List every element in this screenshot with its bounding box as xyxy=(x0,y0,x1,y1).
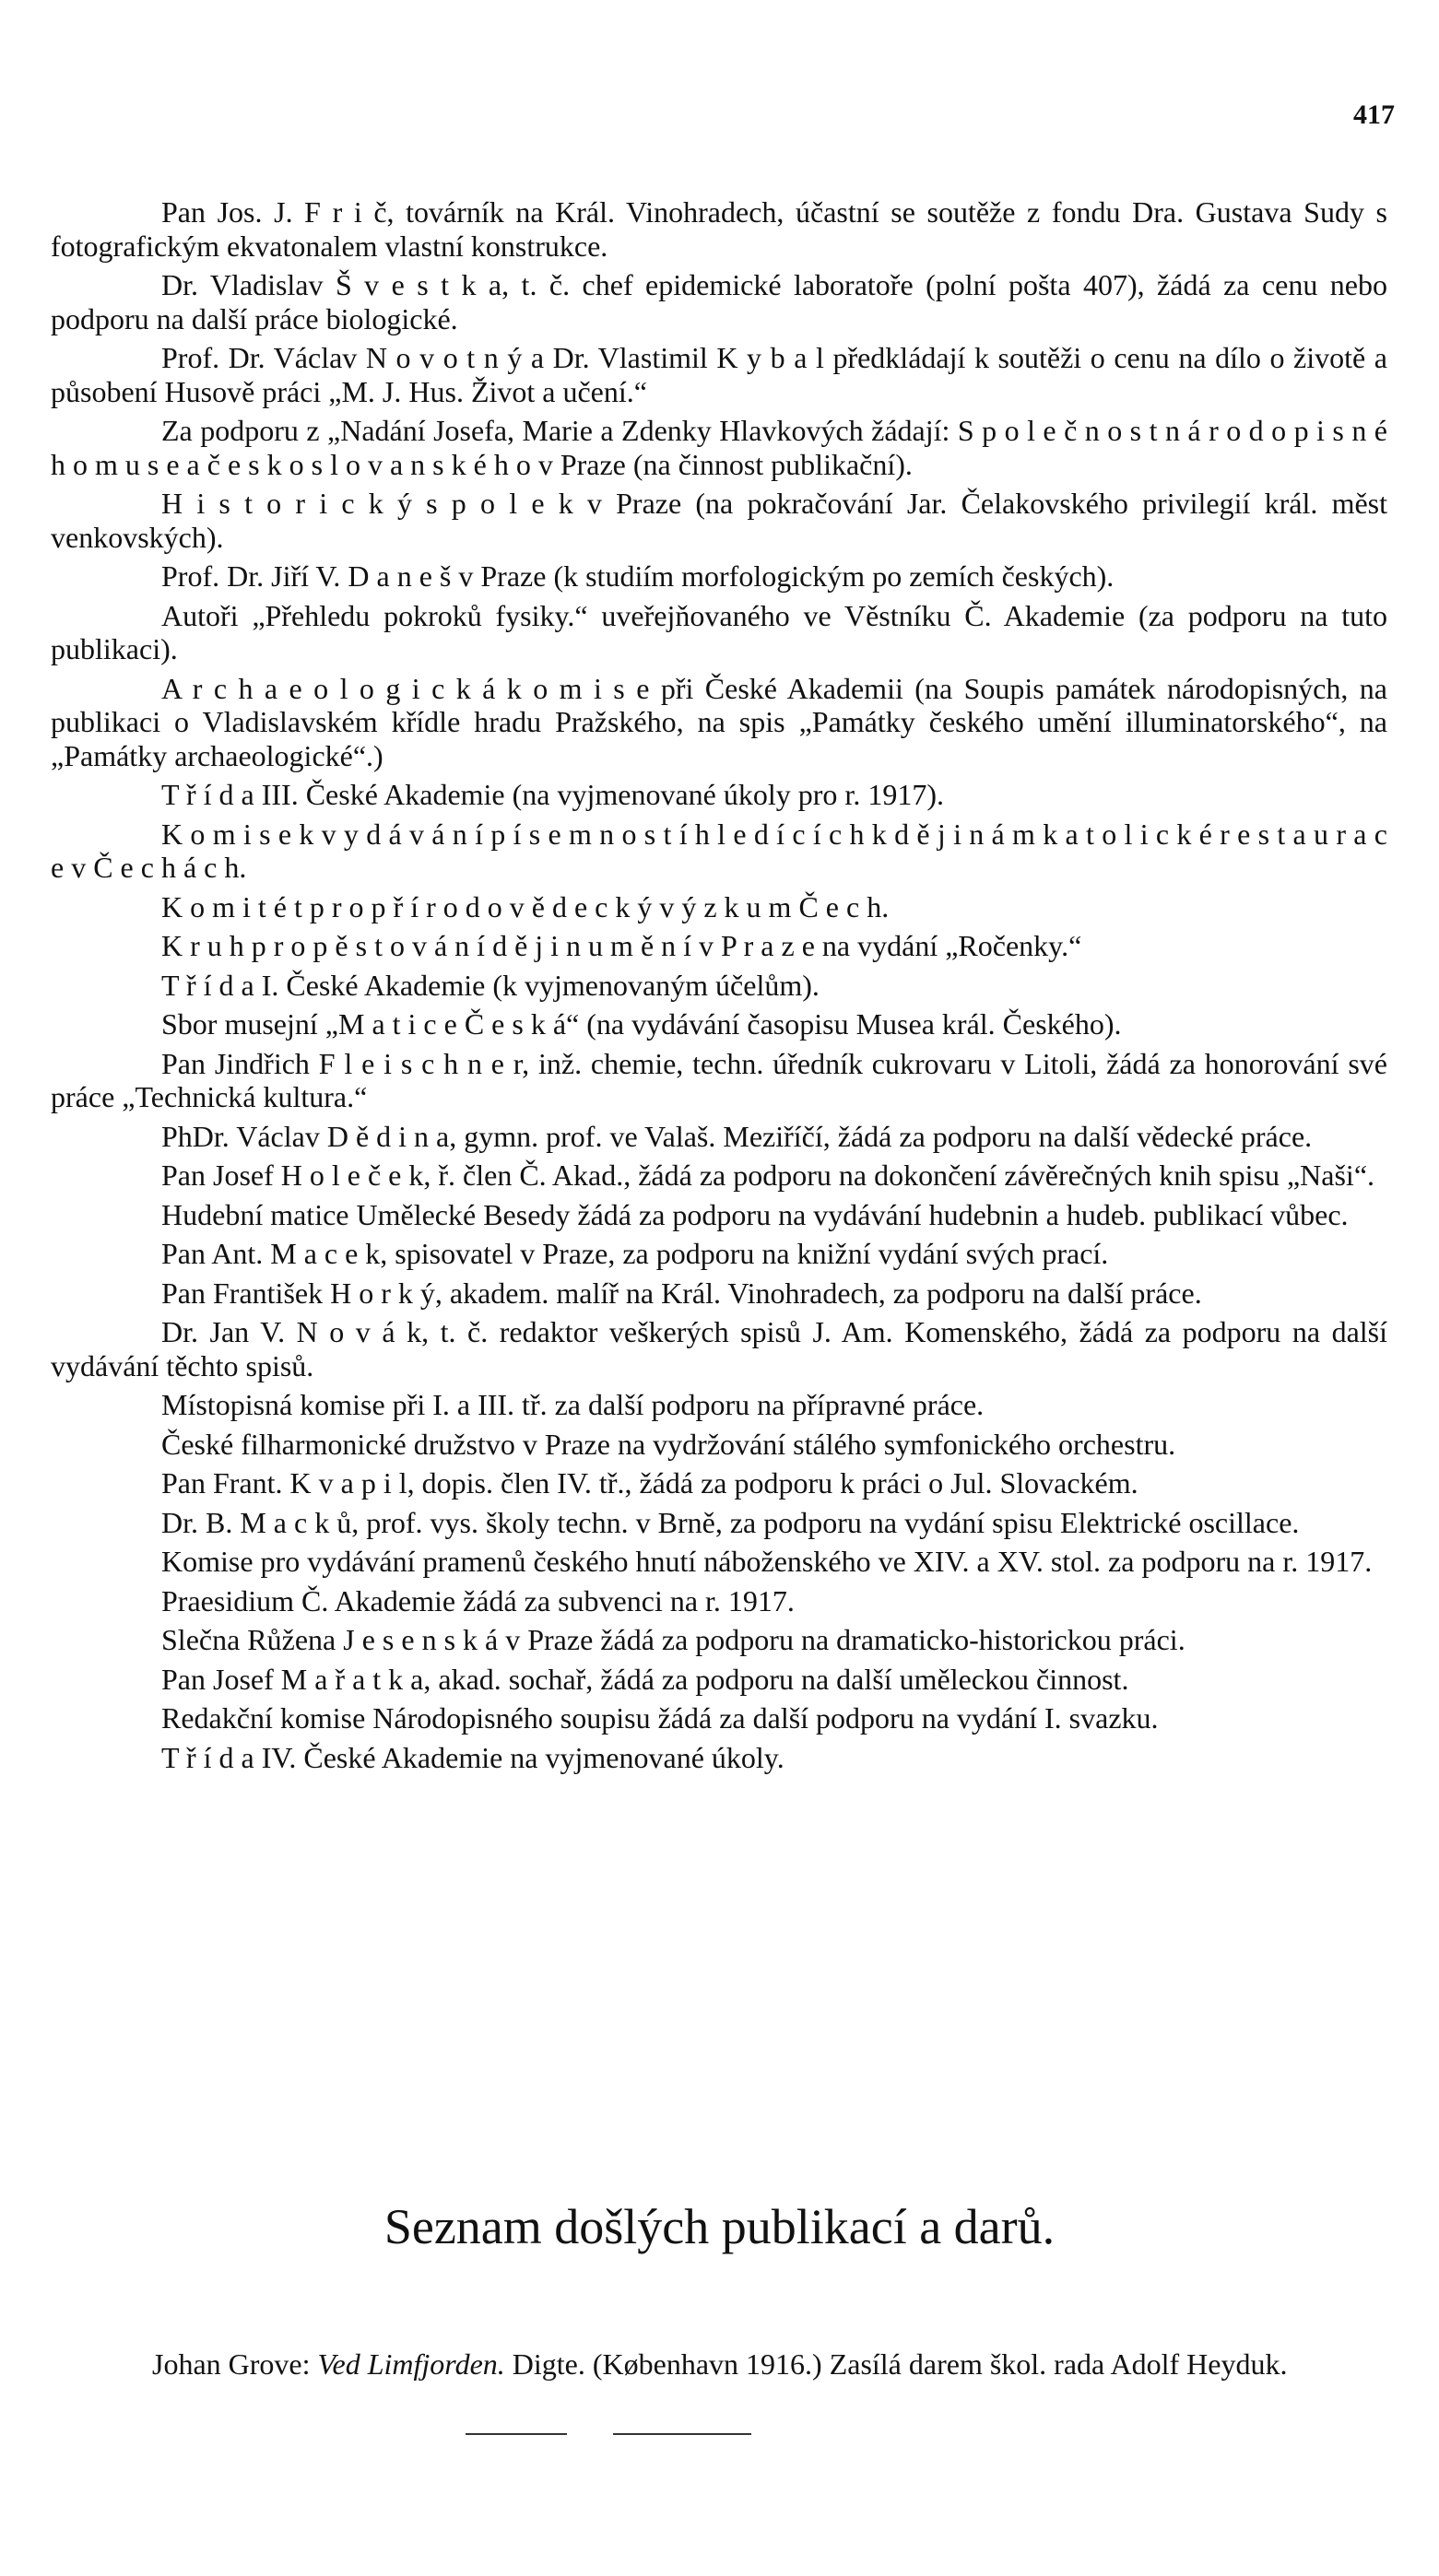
publication-title: Ved Limfjorden. xyxy=(317,2347,505,2381)
list-item: Dr. Jan V. N o v á k, t. č. redaktor veškerých spisů J. Am. Komenského, žádá za podporu na další vydávání těchto spisů. xyxy=(51,1315,1387,1382)
list-item: T ř í d a IV. České Akademie na vyjmenované úkoly. xyxy=(161,1740,784,1774)
list-item: K o m i t é t p r o p ř í r o d o v ě d e c k ý v ý z k u m Č e c h. xyxy=(161,889,890,923)
publication-details: Digte. (København 1916.) Zasílá darem škol. rada Adolf Heyduk. xyxy=(512,2347,1288,2381)
publication-entry xyxy=(51,2347,1387,2382)
list-item: Pan František H o r k ý, akadem. malíř na Král. Vinohradech, za podporu na další práce. xyxy=(161,1276,1202,1310)
list-item: Autoři „Přehledu pokroků fysiky.“ uveřejňovaného ve Věstníku Č. Akademie (za podporu na tuto publikaci). xyxy=(51,598,1387,665)
list-item: České filharmonické družstvo v Praze na vydržování stálého symfonického orchestru. xyxy=(161,1427,1176,1461)
list-item: T ř í d a I. České Akademie (k vyjmenovaným účelům). xyxy=(161,968,820,1002)
list-item: Pan Josef H o l e č e k, ř. člen Č. Akad., žádá za podporu na dokončení závěrečných knih spisu „Naši“. xyxy=(161,1159,1375,1192)
list-item: Dr. Vladislav Š v e s t k a, t. č. chef epidemické laboratoře (polní pošta 407), žádá za cenu nebo podporu na další práce biologické. xyxy=(51,268,1387,335)
list-item: Prof. Dr. Jiří V. D a n e š v Praze (k studiím morfologickým po zemích českých). xyxy=(161,559,1115,593)
list-item: Prof. Dr. Václav N o v o t n ý a Dr. Vlastimil K y b a l předkládají k soutěži o cenu na dílo o životě a působení Husově práci „M. J. Hus. Život a učení.“ xyxy=(51,341,1387,408)
list-item: Komise pro vydávání pramenů českého hnutí náboženského ve XIV. a XV. stol. za podporu na r. 1917. xyxy=(161,1545,1373,1578)
page-number: 417 xyxy=(1353,100,1395,130)
list-item: Redakční komise Národopisného soupisu žádá za další podporu na vydání I. svazku. xyxy=(161,1701,1159,1735)
footer-divider xyxy=(613,2433,751,2435)
request-list xyxy=(51,195,1387,1780)
list-item: Za podporu z „Nadání Josefa, Marie a Zdenky Hlavkových žádají: S p o l e č n o s t n á r o d o p i s n é h o m u s e a č e s k o s l o v a n s k é h o v Praze (na činnost publikační). xyxy=(51,414,1387,481)
footer-divider xyxy=(466,2433,567,2435)
list-item: T ř í d a III. České Akademie (na vyjmenované úkoly pro r. 1917). xyxy=(161,778,944,811)
section-heading: Seznam došlých publikací a darů. xyxy=(383,2199,1056,2254)
list-item: Pan Josef M a ř a t k a, akad. sochař, žádá za podporu na další uměleckou činnost. xyxy=(161,1662,1129,1696)
list-item: PhDr. Václav D ě d i n a, gymn. prof. ve Valaš. Meziříčí, žádá za podporu na další vědecké práce. xyxy=(161,1119,1313,1153)
list-item: A r c h a e o l o g i c k á k o m i s e při České Akademii (na Soupis památek národopisných, na publikaci o Vladislavském křídle hradu Pražského, na spis „Památky českého umění illuminatorského“, na „Památky archaeologické“.) xyxy=(51,671,1387,772)
list-item: Pan Ant. M a c e k, spisovatel v Praze, za podporu na knižní vydání svých prací. xyxy=(161,1237,1109,1270)
list-item: K o m i s e k v y d á v á n í p í s e m n o s t í h l e d í c í c h k d ě j i n á m k a t o l i c k é r e s t a u r a c e v Č e c h á c h. xyxy=(51,817,1387,884)
list-item: Pan Jindřich F l e i s c h n e r, inž. chemie, techn. úředník cukrovaru v Litoli, žádá za honorování své práce „Technická kultura.“ xyxy=(51,1046,1387,1113)
list-item: Praesidium Č. Akademie žádá za subvenci na r. 1917. xyxy=(161,1583,795,1617)
list-item: Hudební matice Umělecké Besedy žádá za podporu na vydávání hudebnin a hudeb. publikací vůbec. xyxy=(161,1197,1349,1231)
publication-author: Johan Grove: xyxy=(152,2347,311,2381)
list-item: Dr. B. M a c k ů, prof. vys. školy techn. v Brně, za podporu na vydání spisu Elektrické oscillace. xyxy=(161,1505,1300,1539)
list-item: Pan Jos. J. F r i č, továrník na Král. Vinohradech, účastní se soutěže z fondu Dra. Gustava Sudy s fotografickým ekvatonalem vlastní konstrukce. xyxy=(51,195,1387,263)
list-item: K r u h p r o p ě s t o v á n í d ě j i n u m ě n í v P r a z e na vydání „Ročenky.“ xyxy=(161,929,1082,962)
list-item: Pan Frant. K v a p i l, dopis. člen IV. tř., žádá za podporu k práci o Jul. Slovackém. xyxy=(161,1466,1138,1500)
list-item: Místopisná komise při I. a III. tř. za další podporu na přípravné práce. xyxy=(161,1388,985,1421)
list-item: H i s t o r i c k ý s p o l e k v Praze (na pokračování Jar. Čelakovského privilegií král. měst venkovských). xyxy=(51,487,1387,554)
list-item: Slečna Růžena J e s e n s k á v Praze žádá za podporu na dramaticko-historickou práci. xyxy=(161,1623,1185,1656)
list-item: Sbor musejní „M a t i c e Č e s k á“ (na vydávání časopisu Musea král. Českého). xyxy=(161,1007,1122,1041)
